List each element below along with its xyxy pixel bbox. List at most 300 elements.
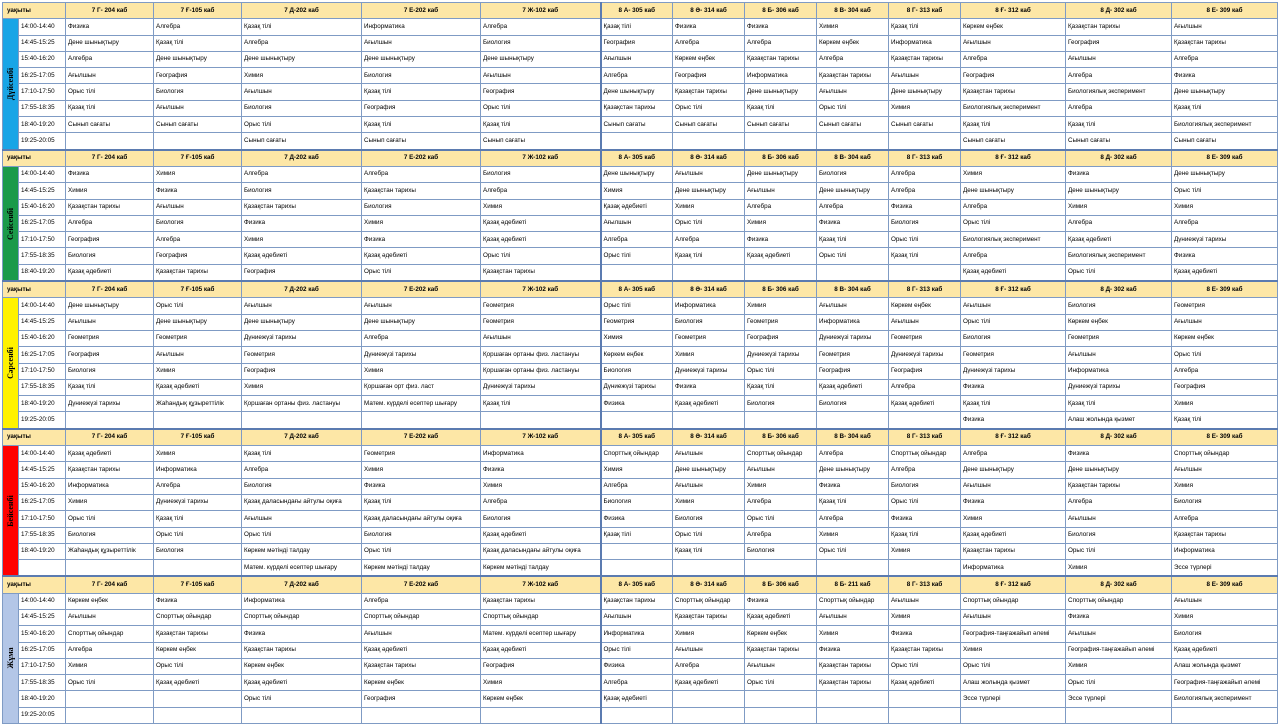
- subject-cell: [745, 133, 817, 150]
- subject-cell: Информатика: [601, 626, 673, 642]
- class-room-header: 7 Ғ-105 каб: [154, 150, 242, 167]
- subject-cell: Қазақ әдебиеті: [889, 396, 961, 412]
- lesson-row: [3, 675, 1278, 691]
- subject-cell: Геометрия: [745, 314, 817, 330]
- subject-cell: Қазақ әдебиеті: [362, 642, 481, 658]
- lesson-time: 18:40-19:20: [19, 543, 66, 559]
- class-room-header: 7 Г- 204 каб: [66, 429, 154, 446]
- class-room-header: 7 Д-202 каб: [242, 281, 362, 298]
- subject-cell: Қазақ тілі: [481, 396, 601, 412]
- subject-cell: Көркем еңбек: [154, 642, 242, 658]
- subject-cell: Биология: [1066, 298, 1172, 314]
- subject-cell: Орыс тілі: [481, 100, 601, 116]
- subject-cell: Дене шынықтыру: [673, 183, 745, 199]
- subject-cell: Орыс тілі: [1172, 347, 1278, 363]
- subject-cell: Қазақстан тарихы: [745, 51, 817, 67]
- timetable-container: [2, 2, 1277, 724]
- time-column-header: уақыты: [3, 3, 66, 19]
- subject-cell: Орыс тілі: [1172, 183, 1278, 199]
- subject-cell: Орыс тілі: [242, 527, 362, 543]
- subject-cell: Физика: [66, 166, 154, 182]
- subject-cell: Физика: [745, 19, 817, 35]
- subject-cell: Дүниежүзі тарихы: [154, 494, 242, 510]
- lesson-row: [3, 478, 1278, 494]
- lesson-time: 14:00-14:40: [19, 593, 66, 609]
- subject-cell: Көркем мәтінді талдау: [481, 560, 601, 577]
- lesson-time: 16:25-17:05: [19, 642, 66, 658]
- lesson-time: 14:45-15:25: [19, 314, 66, 330]
- lesson-row: [3, 494, 1278, 510]
- class-room-header: 8 Е- 309 каб: [1172, 150, 1278, 167]
- subject-cell: Қазақстан тарихы: [1066, 19, 1172, 35]
- subject-cell: Информатика: [66, 478, 154, 494]
- subject-cell: Химия: [889, 609, 961, 625]
- lesson-row: [3, 298, 1278, 314]
- subject-cell: [601, 412, 673, 429]
- subject-cell: Дене шынықтыру: [154, 314, 242, 330]
- subject-cell: География: [154, 68, 242, 84]
- subject-cell: Сынып сағаты: [154, 117, 242, 133]
- subject-cell: Биология: [242, 183, 362, 199]
- lesson-time: 19:25-20:05: [19, 412, 66, 429]
- subject-cell: Сынып сағаты: [745, 117, 817, 133]
- subject-cell: Орыс тілі: [961, 314, 1066, 330]
- subject-cell: Көркем еңбек: [66, 593, 154, 609]
- subject-cell: Информатика: [154, 462, 242, 478]
- subject-cell: Химия: [242, 379, 362, 395]
- subject-cell: Химия: [1066, 658, 1172, 674]
- subject-cell: Биология: [673, 511, 745, 527]
- lesson-row: [3, 248, 1278, 264]
- subject-cell: Ағылшын: [242, 84, 362, 100]
- lesson-time: [19, 560, 66, 577]
- subject-cell: Дене шынықтыру: [601, 84, 673, 100]
- lesson-time: 14:00-14:40: [19, 298, 66, 314]
- subject-cell: [745, 707, 817, 723]
- subject-cell: Алгебра: [154, 232, 242, 248]
- day-header-row: [3, 429, 1278, 446]
- subject-cell: Алгебра: [1066, 494, 1172, 510]
- lesson-time: 14:00-14:40: [19, 446, 66, 462]
- subject-cell: Геометрия: [154, 330, 242, 346]
- subject-cell: Сынып сағаты: [817, 117, 889, 133]
- lesson-row: [3, 379, 1278, 395]
- subject-cell: Физика: [817, 478, 889, 494]
- subject-cell: Алгебра: [961, 199, 1066, 215]
- subject-cell: Ағылшын: [1066, 347, 1172, 363]
- subject-cell: Алгебра: [889, 462, 961, 478]
- subject-cell: Ағылшын: [601, 215, 673, 231]
- subject-cell: Орыс тілі: [745, 363, 817, 379]
- time-column-header: уақыты: [3, 150, 66, 167]
- subject-cell: Геометрия: [817, 347, 889, 363]
- lesson-row: [3, 215, 1278, 231]
- subject-cell: Қоршаған ортаны физ. ластануы: [242, 396, 362, 412]
- subject-cell: География: [66, 347, 154, 363]
- subject-cell: Дүниежүзі тарихы: [601, 379, 673, 395]
- lesson-time: 17:55-18:35: [19, 100, 66, 116]
- class-room-header: 8 Ғ- 312 каб: [961, 281, 1066, 298]
- class-room-header: 8 Ә- 314 каб: [673, 281, 745, 298]
- class-room-header: 8 Б- 306 каб: [745, 576, 817, 593]
- class-room-header: 8 А- 305 каб: [601, 429, 673, 446]
- subject-cell: География: [154, 248, 242, 264]
- class-room-header: 7 Е-202 каб: [362, 576, 481, 593]
- lesson-time: 18:40-19:20: [19, 396, 66, 412]
- lesson-row: [3, 396, 1278, 412]
- subject-cell: Дүниежүзі тарихы: [1066, 379, 1172, 395]
- subject-cell: Дене шынықтыру: [673, 462, 745, 478]
- subject-cell: Химия: [673, 347, 745, 363]
- lesson-row: [3, 543, 1278, 559]
- subject-cell: Биология: [66, 248, 154, 264]
- subject-cell: Қазақ тілі: [673, 248, 745, 264]
- lesson-time: 19:25-20:05: [19, 707, 66, 723]
- subject-cell: Ағылшын: [481, 330, 601, 346]
- subject-cell: Физика: [889, 511, 961, 527]
- subject-cell: Дене шынықтыру: [362, 314, 481, 330]
- subject-cell: Физика: [242, 626, 362, 642]
- subject-cell: Ағылшын: [66, 68, 154, 84]
- subject-cell: Дене шынықтыру: [66, 298, 154, 314]
- subject-cell: Қоршаған орт физ. ласт: [362, 379, 481, 395]
- class-room-header: 8 В- 304 каб: [817, 3, 889, 19]
- subject-cell: География: [362, 100, 481, 116]
- class-room-header: 8 Ә- 314 каб: [673, 150, 745, 167]
- subject-cell: Ағылшын: [154, 347, 242, 363]
- subject-cell: География: [673, 68, 745, 84]
- subject-cell: Қазақстан тарихы: [961, 84, 1066, 100]
- subject-cell: Ағылшын: [154, 100, 242, 116]
- lesson-time: 17:10-17:50: [19, 232, 66, 248]
- subject-cell: Дүниежүзі тарихы: [1172, 232, 1278, 248]
- time-column-header: уақыты: [3, 281, 66, 298]
- subject-cell: Қазақстан тарихы: [362, 658, 481, 674]
- lesson-time: 17:55-18:35: [19, 248, 66, 264]
- subject-cell: Дене шынықтыру: [242, 314, 362, 330]
- lesson-time: 17:10-17:50: [19, 84, 66, 100]
- subject-cell: Геометрия: [889, 330, 961, 346]
- class-room-header: 7 Ж-102 каб: [481, 3, 601, 19]
- subject-cell: Химия: [66, 183, 154, 199]
- subject-cell: Қазақ әдебиеті: [154, 675, 242, 691]
- subject-cell: Алгебра: [481, 494, 601, 510]
- subject-cell: Дене шынықтыру: [362, 51, 481, 67]
- subject-cell: Сынып сағаты: [673, 117, 745, 133]
- subject-cell: Ағылшын: [961, 298, 1066, 314]
- lesson-time: 16:25-17:05: [19, 347, 66, 363]
- subject-cell: Спорттық ойындар: [961, 593, 1066, 609]
- subject-cell: [673, 707, 745, 723]
- subject-cell: Орыс тілі: [817, 543, 889, 559]
- subject-cell: [817, 691, 889, 707]
- subject-cell: Қазақ тілі: [362, 494, 481, 510]
- subject-cell: Қазақ әдебиеті: [481, 232, 601, 248]
- subject-cell: Қазақ тілі: [889, 19, 961, 35]
- subject-cell: Физика: [362, 478, 481, 494]
- subject-cell: Биология: [154, 84, 242, 100]
- day-header-row: [3, 150, 1278, 167]
- subject-cell: Алгебра: [154, 478, 242, 494]
- subject-cell: Физика: [66, 19, 154, 35]
- subject-cell: [362, 412, 481, 429]
- subject-cell: Орыс тілі: [66, 675, 154, 691]
- subject-cell: Қазақ әдебиеті: [481, 527, 601, 543]
- subject-cell: [673, 560, 745, 577]
- class-room-header: 7 Г- 204 каб: [66, 576, 154, 593]
- lesson-row: [3, 707, 1278, 723]
- subject-cell: Спорттық ойындар: [1172, 446, 1278, 462]
- subject-cell: Химия: [242, 232, 362, 248]
- subject-cell: География: [362, 691, 481, 707]
- subject-cell: География: [66, 232, 154, 248]
- lesson-row: [3, 199, 1278, 215]
- subject-cell: Сынып сағаты: [362, 133, 481, 150]
- subject-cell: Дене шынықтыру: [1172, 84, 1278, 100]
- subject-cell: Алгебра: [745, 199, 817, 215]
- subject-cell: Биология: [362, 527, 481, 543]
- lesson-time: 17:55-18:35: [19, 527, 66, 543]
- class-room-header: 8 Ғ- 312 каб: [961, 3, 1066, 19]
- subject-cell: Қазақ даласындағы айтулы оқиға: [362, 511, 481, 527]
- lesson-row: [3, 446, 1278, 462]
- subject-cell: Көркем еңбек: [362, 675, 481, 691]
- subject-cell: Көркем мәтінді талдау: [242, 543, 362, 559]
- subject-cell: Қазақ әдебиеті: [242, 675, 362, 691]
- subject-cell: Қазақ әдебиеті: [601, 691, 673, 707]
- subject-cell: Информатика: [817, 314, 889, 330]
- subject-cell: Алгебра: [66, 642, 154, 658]
- class-room-header: 8 А- 305 каб: [601, 150, 673, 167]
- subject-cell: Алгебра: [601, 675, 673, 691]
- class-room-header: 8 Ғ- 312 каб: [961, 576, 1066, 593]
- subject-cell: Дене шынықтыру: [242, 51, 362, 67]
- subject-cell: Спорттық ойындар: [1066, 593, 1172, 609]
- subject-cell: Ағылшын: [242, 511, 362, 527]
- subject-cell: Жаһандық құзыреттілік: [154, 396, 242, 412]
- subject-cell: Алгебра: [745, 35, 817, 51]
- subject-cell: Ағылшын: [961, 609, 1066, 625]
- subject-cell: Қазақ әдебиеті: [66, 264, 154, 281]
- subject-cell: Ағылшын: [481, 68, 601, 84]
- day-header-row: [3, 281, 1278, 298]
- subject-cell: Көркем еңбек: [889, 298, 961, 314]
- class-room-header: 8 Г- 313 каб: [889, 150, 961, 167]
- subject-cell: [66, 412, 154, 429]
- subject-cell: [889, 412, 961, 429]
- subject-cell: [154, 560, 242, 577]
- subject-cell: Көркем еңбек: [961, 19, 1066, 35]
- subject-cell: Дүниежүзі тарихы: [817, 330, 889, 346]
- subject-cell: Биология: [154, 543, 242, 559]
- subject-cell: Орыс тілі: [961, 215, 1066, 231]
- subject-cell: [66, 133, 154, 150]
- subject-cell: Физика: [1172, 68, 1278, 84]
- subject-cell: Ағылшын: [601, 609, 673, 625]
- subject-cell: Қазақ әдебиеті: [961, 527, 1066, 543]
- day-name: Жұма: [5, 647, 15, 670]
- subject-cell: Ағылшын: [1172, 462, 1278, 478]
- subject-cell: Физика: [889, 626, 961, 642]
- subject-cell: Ағылшын: [242, 298, 362, 314]
- subject-cell: [362, 707, 481, 723]
- subject-cell: Қазақ әдебиеті: [601, 199, 673, 215]
- subject-cell: Спорттық ойындар: [362, 609, 481, 625]
- subject-cell: Химия: [889, 543, 961, 559]
- lesson-time: 17:55-18:35: [19, 379, 66, 395]
- class-room-header: 7 Е-202 каб: [362, 281, 481, 298]
- subject-cell: Физика: [242, 215, 362, 231]
- class-room-header: 7 Е-202 каб: [362, 150, 481, 167]
- lesson-time: 14:00-14:40: [19, 166, 66, 182]
- lesson-row: [3, 626, 1278, 642]
- subject-cell: Көркем мәтінді талдау: [362, 560, 481, 577]
- subject-cell: Химия: [1066, 199, 1172, 215]
- subject-cell: Көркем еңбек: [1066, 314, 1172, 330]
- class-room-header: 7 Д-202 каб: [242, 3, 362, 19]
- subject-cell: [745, 264, 817, 281]
- class-room-header: 7 Г- 204 каб: [66, 150, 154, 167]
- subject-cell: Биология: [745, 396, 817, 412]
- subject-cell: Ағылшын: [1172, 593, 1278, 609]
- subject-cell: Биологиялық эксперимент: [1172, 691, 1278, 707]
- subject-cell: Дүниежүзі тарихы: [481, 379, 601, 395]
- subject-cell: Физика: [889, 199, 961, 215]
- subject-cell: Химия: [961, 166, 1066, 182]
- class-room-header: 7 Ғ-105 каб: [154, 3, 242, 19]
- class-room-header: 8 Е- 309 каб: [1172, 429, 1278, 446]
- subject-cell: Сынып сағаты: [961, 133, 1066, 150]
- subject-cell: Информатика: [889, 35, 961, 51]
- subject-cell: Дене шынықтыру: [1066, 462, 1172, 478]
- class-room-header: 8 А- 305 каб: [601, 281, 673, 298]
- lesson-time: 17:10-17:50: [19, 658, 66, 674]
- lesson-time: 18:40-19:20: [19, 264, 66, 281]
- lesson-time: 15:40-16:20: [19, 199, 66, 215]
- subject-cell: Ағылшын: [961, 35, 1066, 51]
- lesson-row: [3, 593, 1278, 609]
- subject-cell: Қазақ әдебиеті: [1172, 264, 1278, 281]
- subject-cell: [745, 560, 817, 577]
- subject-cell: Биология: [481, 35, 601, 51]
- lesson-time: 18:40-19:20: [19, 117, 66, 133]
- lesson-row: [3, 264, 1278, 281]
- class-room-header: 8 В- 304 каб: [817, 429, 889, 446]
- subject-cell: Геометрия: [481, 314, 601, 330]
- subject-cell: [242, 707, 362, 723]
- class-room-header: 7 Ж-102 каб: [481, 429, 601, 446]
- subject-cell: Ағылшын: [1066, 626, 1172, 642]
- subject-cell: Ағылшын: [1066, 51, 1172, 67]
- subject-cell: Дүниежүзі тарихы: [745, 347, 817, 363]
- subject-cell: Химия: [1172, 199, 1278, 215]
- subject-cell: Биология: [242, 100, 362, 116]
- subject-cell: Ағылшын: [66, 609, 154, 625]
- class-room-header: 7 Ж-102 каб: [481, 576, 601, 593]
- subject-cell: Қазақстан тарихы: [817, 68, 889, 84]
- subject-cell: Көркем еңбек: [601, 347, 673, 363]
- subject-cell: Химия: [66, 658, 154, 674]
- subject-cell: География: [242, 264, 362, 281]
- subject-cell: Информатика: [1172, 543, 1278, 559]
- subject-cell: Орыс тілі: [1066, 543, 1172, 559]
- subject-cell: Қазақ әдебиеті: [481, 642, 601, 658]
- subject-cell: Спорттық ойындар: [242, 609, 362, 625]
- subject-cell: [817, 133, 889, 150]
- subject-cell: Қазақ тілі: [1066, 117, 1172, 133]
- subject-cell: Алгебра: [745, 494, 817, 510]
- subject-cell: Ағылшын: [1172, 314, 1278, 330]
- subject-cell: Қазақ әдебиеті: [817, 379, 889, 395]
- subject-cell: [817, 264, 889, 281]
- subject-cell: Ағылшын: [889, 593, 961, 609]
- subject-cell: География: [889, 363, 961, 379]
- subject-cell: Алгебра: [242, 462, 362, 478]
- subject-cell: Химия: [601, 330, 673, 346]
- subject-cell: Алаш жолында қызмет: [961, 675, 1066, 691]
- subject-cell: Биология: [817, 396, 889, 412]
- subject-cell: Эссе түрлері: [1172, 560, 1278, 577]
- subject-cell: Орыс тілі: [242, 117, 362, 133]
- subject-cell: Қазақ тілі: [961, 117, 1066, 133]
- subject-cell: Қазақ даласындағы айтулы оқиға: [242, 494, 362, 510]
- subject-cell: Алгебра: [154, 19, 242, 35]
- subject-cell: Қазақстан тарихы: [889, 642, 961, 658]
- subject-cell: Қазақ тілі: [673, 543, 745, 559]
- subject-cell: Көркем еңбек: [481, 691, 601, 707]
- subject-cell: География: [817, 363, 889, 379]
- lesson-row: [3, 35, 1278, 51]
- subject-cell: Қазақ тілі: [889, 248, 961, 264]
- subject-cell: [673, 264, 745, 281]
- subject-cell: [154, 691, 242, 707]
- subject-cell: Алаш жолында қызмет: [1066, 412, 1172, 429]
- class-room-header: 8 Ғ- 312 каб: [961, 429, 1066, 446]
- class-room-header: 7 Д-202 каб: [242, 576, 362, 593]
- subject-cell: Қазақстан тарихы: [1172, 527, 1278, 543]
- timetable: [2, 2, 1278, 724]
- subject-cell: Биология: [362, 68, 481, 84]
- subject-cell: Информатика: [242, 593, 362, 609]
- subject-cell: Дене шынықтыру: [745, 84, 817, 100]
- subject-cell: Орыс тілі: [745, 511, 817, 527]
- subject-cell: Көркем еңбек: [817, 35, 889, 51]
- class-room-header: 8 Е- 309 каб: [1172, 576, 1278, 593]
- class-room-header: 8 Ә- 314 каб: [673, 3, 745, 19]
- subject-cell: Биологиялық эксперимент: [1172, 117, 1278, 133]
- subject-cell: Орыс тілі: [66, 84, 154, 100]
- subject-cell: Қазақ тілі: [154, 35, 242, 51]
- subject-cell: Қазақ даласындағы айтулы оқиға: [481, 543, 601, 559]
- subject-cell: [817, 707, 889, 723]
- subject-cell: [481, 707, 601, 723]
- subject-cell: Биология: [362, 199, 481, 215]
- subject-cell: [601, 560, 673, 577]
- subject-cell: [66, 560, 154, 577]
- subject-cell: Қазақ тілі: [745, 100, 817, 116]
- subject-cell: Геометрия: [1066, 330, 1172, 346]
- subject-cell: Информатика: [362, 19, 481, 35]
- subject-cell: Алгебра: [817, 199, 889, 215]
- subject-cell: Химия: [745, 215, 817, 231]
- subject-cell: Физика: [601, 511, 673, 527]
- lesson-row: [3, 609, 1278, 625]
- class-room-header: 8 Г- 313 каб: [889, 429, 961, 446]
- day-label-cell: [3, 446, 19, 577]
- class-room-header: 8 Г- 313 каб: [889, 3, 961, 19]
- subject-cell: Орыс тілі: [673, 215, 745, 231]
- lesson-row: [3, 100, 1278, 116]
